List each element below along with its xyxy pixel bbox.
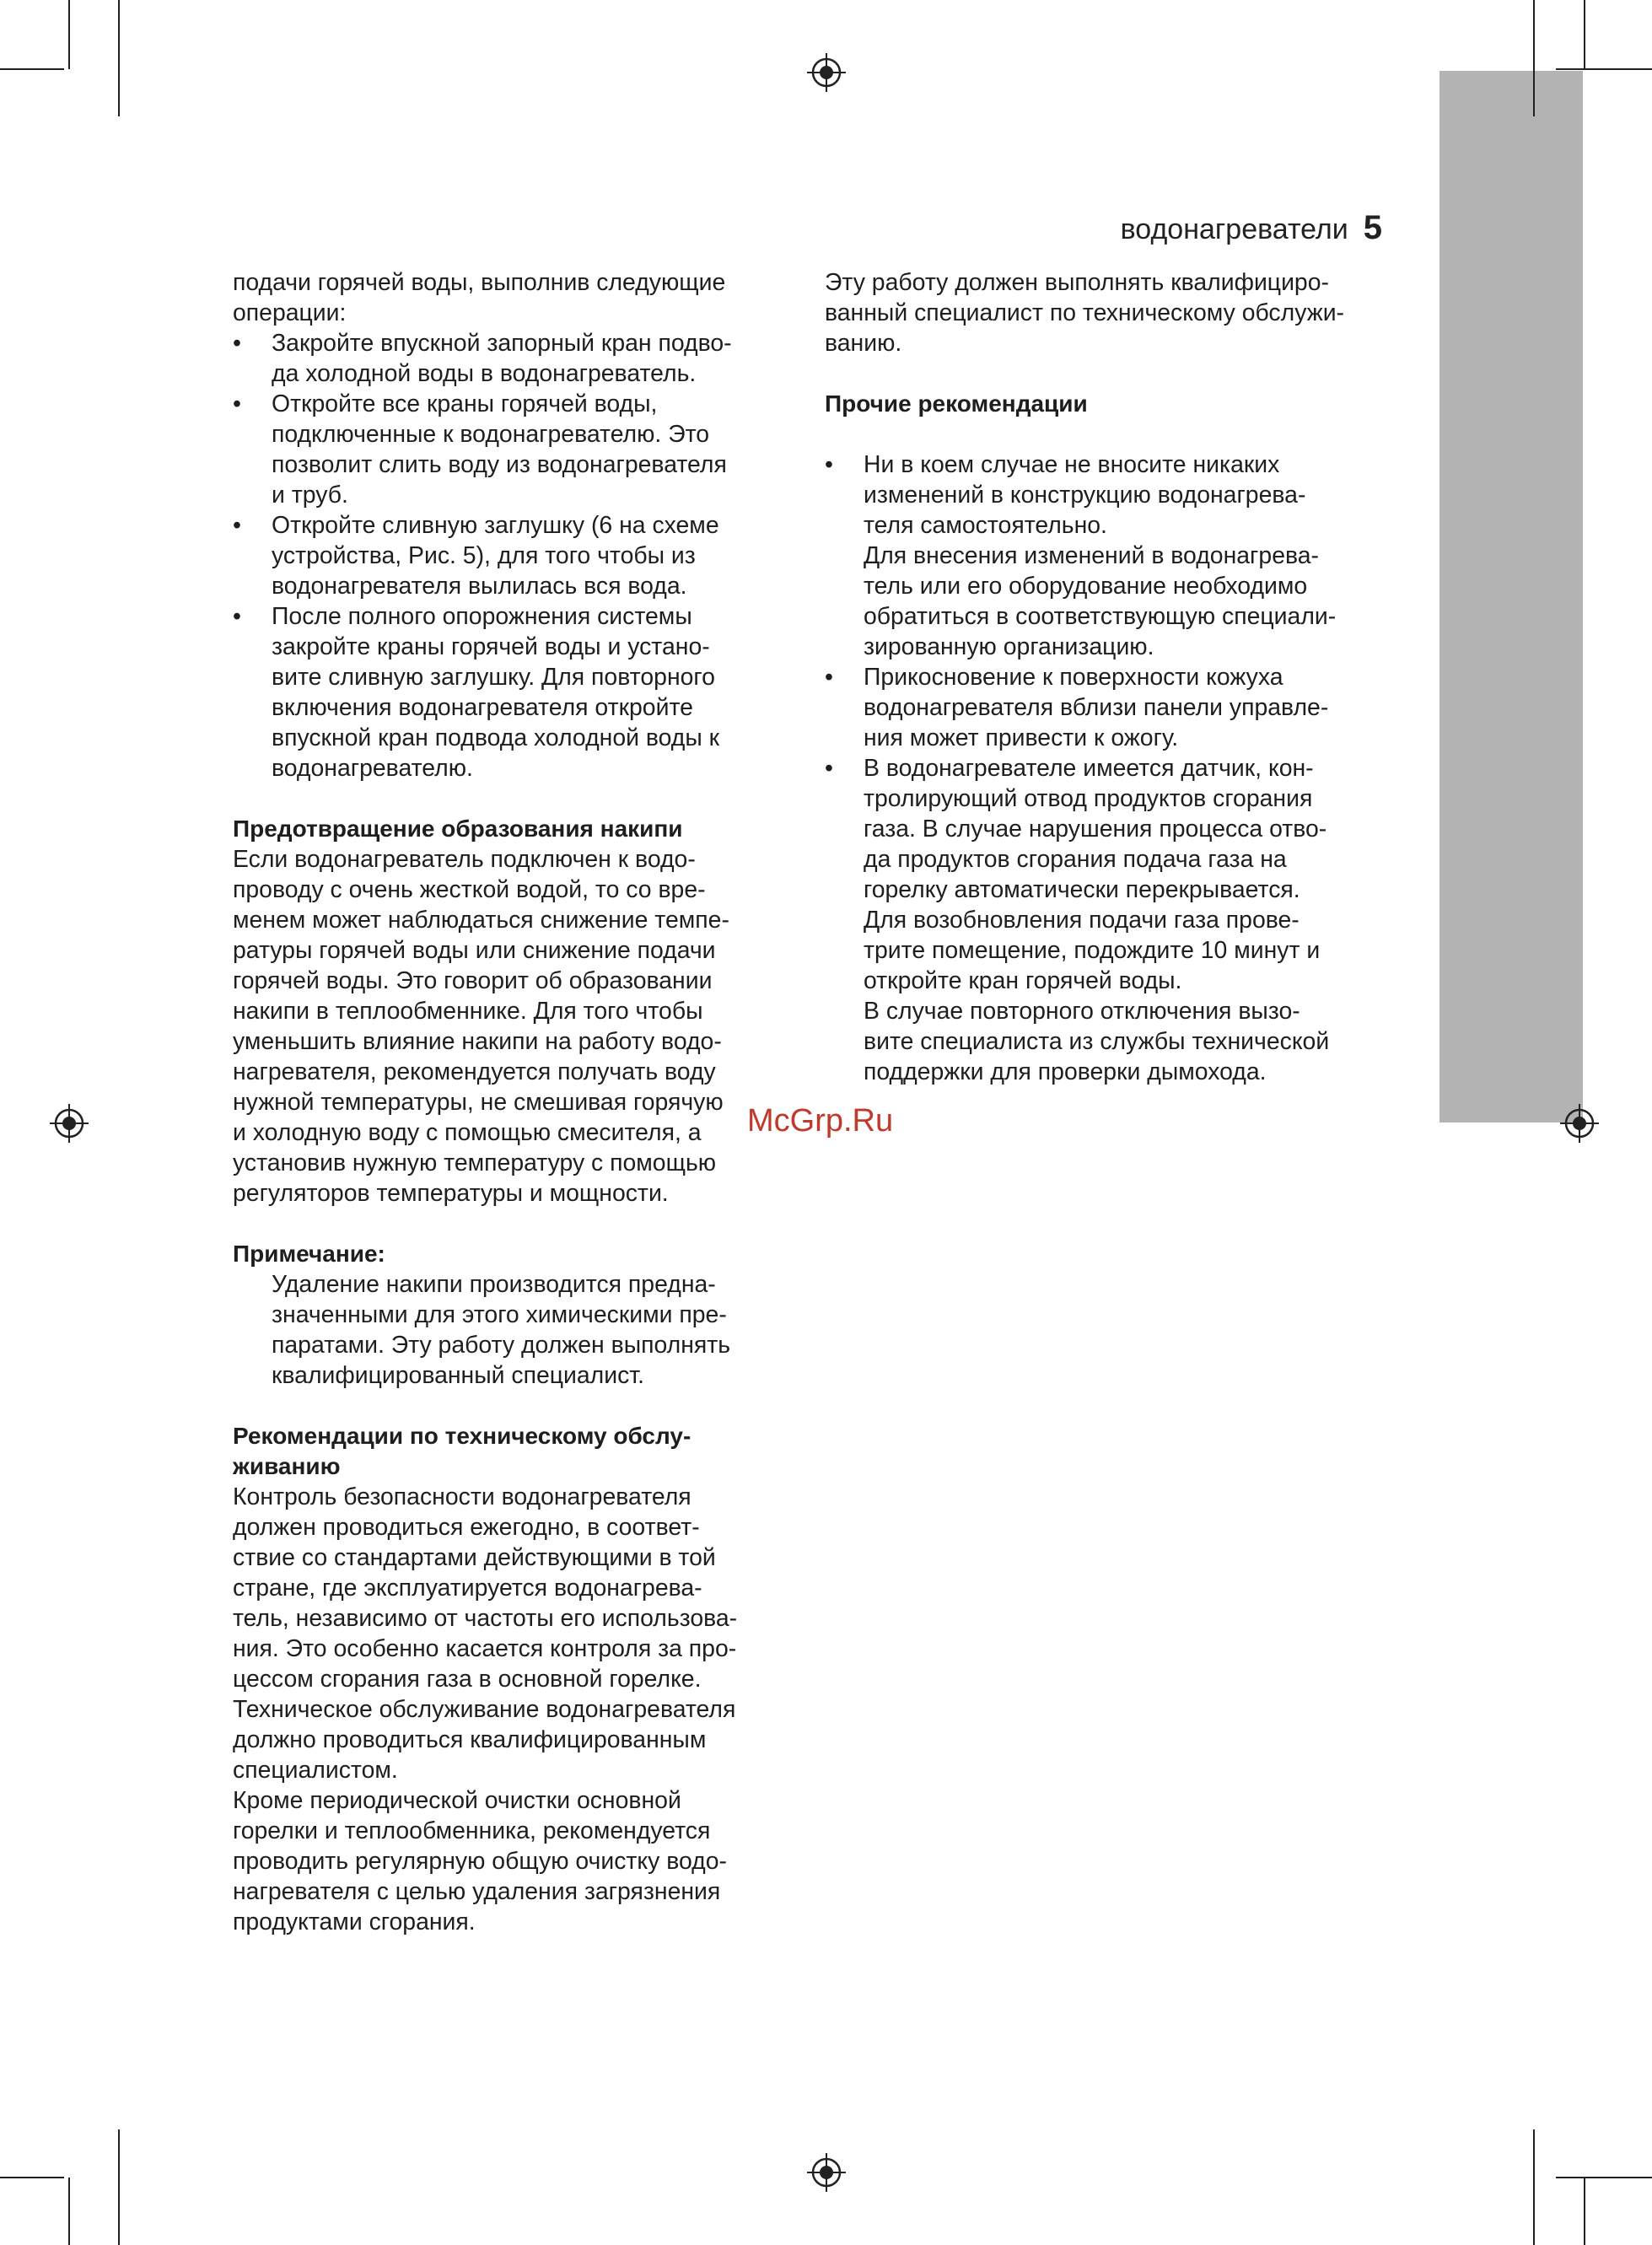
text-line: тель или его оборудование необходимо [864, 573, 1308, 600]
text-line: газа. В случае нарушения процесса отво- [864, 816, 1327, 843]
text-line: проводу с очень жесткой водой, то со вре- [233, 876, 706, 903]
text-line: нагревателя с целью удаления загрязнения [233, 1878, 721, 1905]
note-paragraph [233, 1269, 798, 1391]
text-line: теля самостоятельно. [864, 512, 1107, 539]
right-column [825, 267, 1390, 1087]
intro-paragraph [233, 267, 798, 328]
text-line: позволит слить воду из водонагревателя [272, 451, 727, 478]
text-line: включения водонагревателя откройте [272, 694, 693, 721]
text-line: ния. Это особенно касается контроля за про- [233, 1635, 737, 1662]
text-line: Закройте впускной запорный кран подво- [272, 330, 732, 357]
text-line: Контроль безопасности водонагревателя [233, 1483, 691, 1510]
text-line: живанию [233, 1453, 341, 1479]
section-heading: Предотвращение образования накипи [233, 816, 683, 842]
crop-mark [68, 2178, 70, 2245]
text-line: Откройте сливную заглушку (6 на схеме [272, 512, 719, 539]
text-line: и труб. [272, 482, 348, 509]
section-heading: Прочие рекомендации [825, 390, 1088, 417]
text-line: поддержки для проверки дымохода. [864, 1058, 1267, 1085]
text-line: зированную организацию. [864, 633, 1154, 660]
registration-mark-icon [48, 1102, 90, 1144]
list-item [233, 601, 798, 783]
intro-paragraph [825, 267, 1390, 358]
text-line: Техническое обслуживание водонагревателя [233, 1696, 736, 1723]
text-line: нужной температуры, не смешивая горячую [233, 1089, 724, 1116]
crop-mark [118, 0, 120, 116]
text-line: значенными для этого химическими пре- [272, 1301, 727, 1328]
text-line: вите сливную заглушку. Для повторного [272, 664, 715, 691]
text-line: впускной кран подвода холодной воды к [272, 724, 720, 751]
text-line: Рекомендации по техническому обслу- [233, 1423, 691, 1449]
crop-mark [1584, 2178, 1585, 2245]
crop-mark [1584, 0, 1585, 69]
text-line: Для возобновления подачи газа прове- [864, 907, 1300, 934]
text-line: паратами. Эту работу должен выполнять [272, 1332, 731, 1359]
text-line: регуляторов температуры и мощности. [233, 1180, 669, 1207]
text-line: менем может наблюдаться снижение темпе- [233, 907, 729, 934]
text-line: да холодной воды в водонагреватель. [272, 360, 697, 387]
text-line: Для внесения изменений в водонагрева- [864, 542, 1319, 569]
text-line: должен проводиться ежегодно, в соответ- [233, 1514, 700, 1541]
text-line: установив нужную температуру с помощью [233, 1149, 717, 1176]
text-line: стране, где эксплуатируется водонагрева- [233, 1575, 702, 1602]
registration-mark-icon [1558, 1102, 1601, 1144]
list-item [825, 662, 1390, 753]
crop-mark [0, 68, 64, 70]
text-line: проводить регулярную общую очистку водо- [233, 1848, 727, 1875]
scale-paragraph [233, 844, 798, 1209]
text-line: откройте кран горячей воды. [864, 967, 1182, 994]
text-line: тель, независимо от частоты его использова- [233, 1605, 738, 1632]
text-line: вите специалиста из службы технической [864, 1028, 1330, 1055]
text-line: изменений в конструкцию водонагрева- [864, 482, 1306, 509]
maintenance-paragraph [233, 1482, 798, 1937]
text-line: специалистом. [233, 1757, 398, 1784]
text-line: Если водонагреватель подключен к водо- [233, 846, 696, 873]
text-line: Эту работу должен выполнять квалифициро- [825, 269, 1329, 296]
left-column [233, 267, 798, 1937]
text-line: квалифицированный специалист. [272, 1362, 645, 1389]
text-line: горячей воды. Это говорит об образовании [233, 967, 713, 994]
section-title: водонагреватели [1120, 213, 1348, 245]
text-line: После полного опорожнения системы [272, 603, 692, 630]
text-line: ратуры горячей воды или снижение подачи [233, 937, 716, 964]
text-line: операции: [233, 299, 347, 326]
recommendations-list [825, 450, 1390, 1087]
text-line: горелку автоматически перекрывается. [864, 876, 1300, 903]
text-line: водонагревателя вылилась вся вода. [272, 573, 687, 600]
page-number: 5 [1363, 209, 1382, 246]
text-line: ния может привести к ожогу. [864, 724, 1179, 751]
text-line: нагревателя, рекомендуется получать воду [233, 1058, 716, 1085]
text-line: В водонагревателе имеется датчик, кон- [864, 755, 1314, 782]
drain-steps-list [233, 328, 798, 783]
text-line: ванию. [825, 330, 902, 357]
watermark: McGrp.Ru [747, 1103, 894, 1139]
text-line: ванный специалист по техническому обслужи- [825, 299, 1345, 326]
text-line: В случае повторного отключения вызо- [864, 998, 1300, 1025]
text-line: продуктами сгорания. [233, 1909, 476, 1935]
text-line: Кроме периодической очистки основной [233, 1787, 681, 1814]
text-line: Удаление накипи производится предна- [272, 1271, 716, 1298]
text-line: Ни в коем случае не вносите никаких [864, 451, 1280, 478]
running-header [1121, 209, 1382, 247]
text-line: водонагревателю. [272, 755, 473, 782]
crop-mark [0, 2177, 64, 2178]
text-line: тролирующий отвод продуктов сгорания [864, 785, 1313, 812]
list-item [233, 389, 798, 510]
text-line: Прикосновение к поверхности кожуха [864, 664, 1283, 691]
text-line: цессом сгорания газа в основной горелке. [233, 1666, 702, 1693]
list-item [233, 328, 798, 389]
text-line: уменьшить влияние накипи на работу водо- [233, 1028, 722, 1055]
crop-mark [1533, 0, 1535, 116]
text-line: ствие со стандартами действующими в той [233, 1544, 716, 1571]
text-line: накипи в теплообменнике. Для того чтобы [233, 998, 703, 1025]
note-heading: Примечание: [233, 1241, 385, 1267]
text-line: горелки и теплообменника, рекомендуется [233, 1817, 711, 1844]
text-line: трите помещение, подождите 10 минут и [864, 937, 1321, 964]
text-line: и холодную воду с помощью смесителя, а [233, 1119, 702, 1146]
text-line: подключенные к водонагревателю. Это [272, 421, 710, 448]
text-line: Откройте все краны горячей воды, [272, 390, 658, 417]
text-line: да продуктов сгорания подача газа на [864, 846, 1287, 873]
crop-mark [118, 2129, 120, 2245]
text-line: должно проводиться квалифицированным [233, 1726, 707, 1753]
registration-mark-icon [805, 51, 848, 94]
list-item [825, 450, 1390, 662]
text-line: закройте краны горячей воды и устано- [272, 633, 710, 660]
registration-mark-icon [805, 2151, 848, 2194]
text-line: устройства, Рис. 5), для того чтобы из [272, 542, 696, 569]
text-line: обратиться в соответствующую специали- [864, 603, 1337, 630]
crop-mark [1533, 2129, 1535, 2245]
text-line: водонагревателя вблизи панели управле- [864, 694, 1329, 721]
list-item [233, 510, 798, 601]
crop-mark [1556, 68, 1652, 70]
crop-mark [1556, 2177, 1652, 2178]
section-heading [233, 1421, 798, 1482]
crop-mark [68, 0, 70, 69]
side-tab [1439, 71, 1583, 1122]
text-line: подачи горячей воды, выполнив следующие [233, 269, 726, 296]
list-item [825, 753, 1390, 1087]
